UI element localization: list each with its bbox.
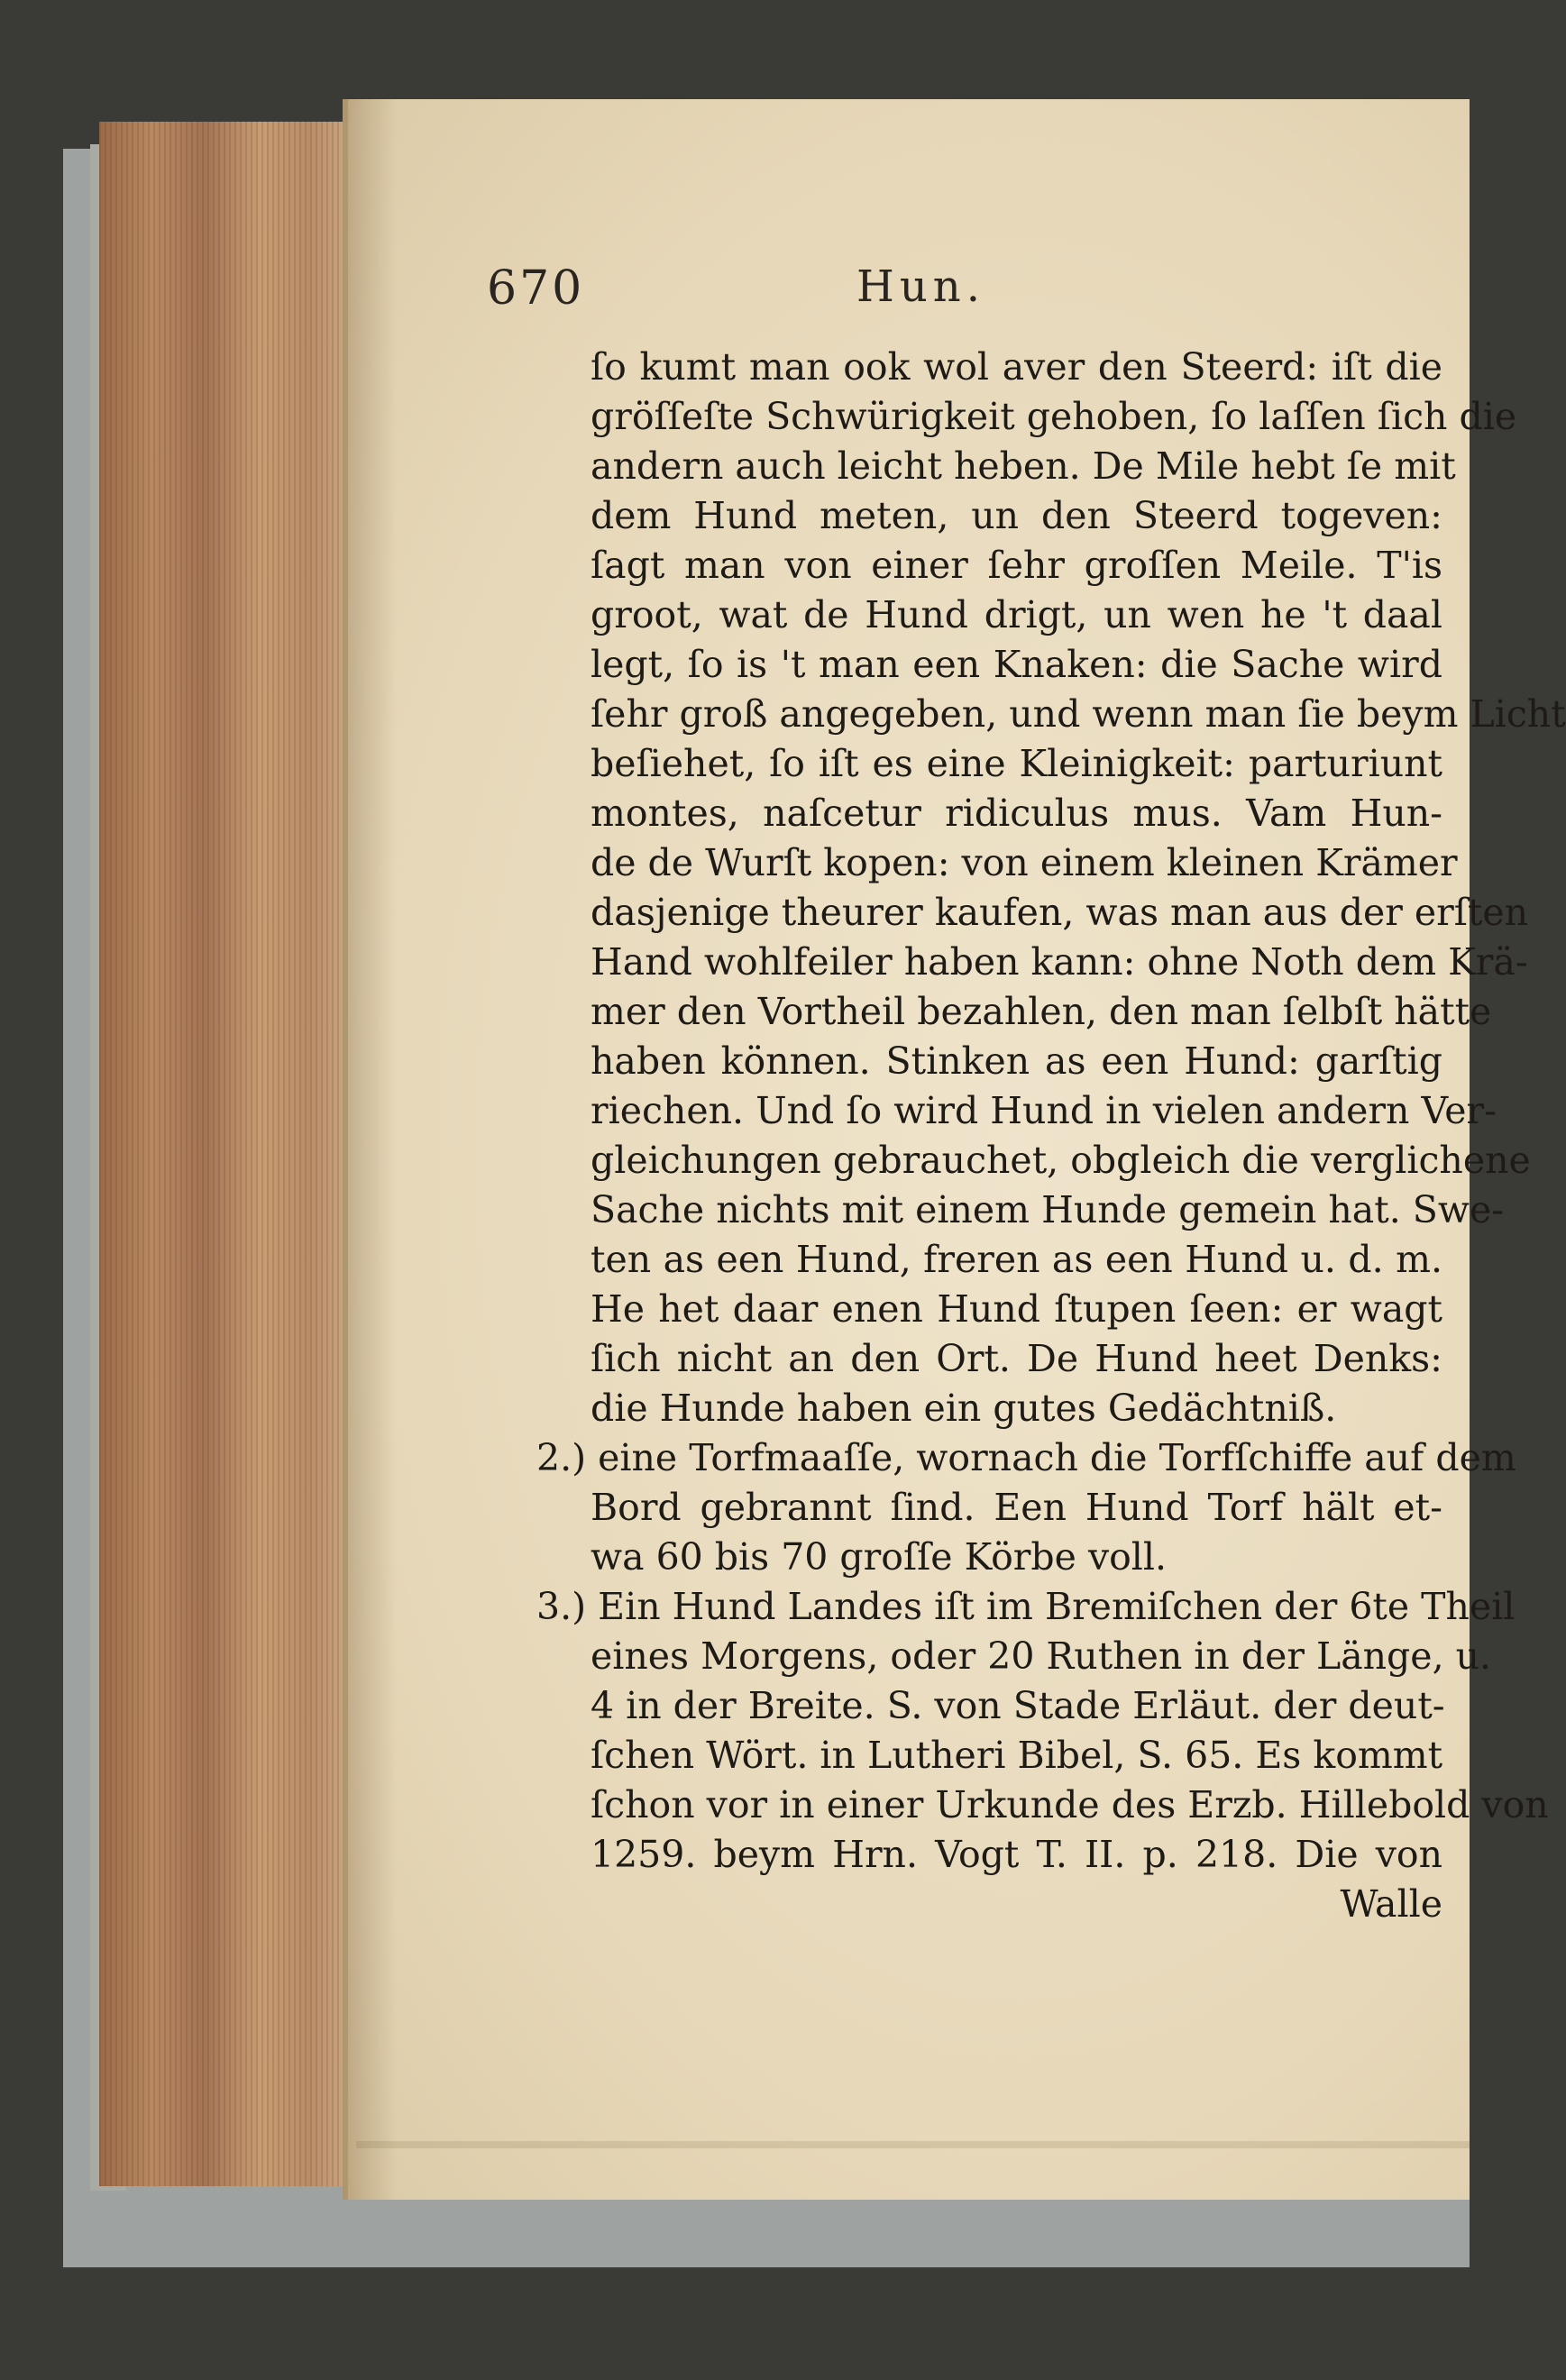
text-line: legt, ſo is 't man een Knaken: die Sache wird: [591, 643, 1442, 686]
text-line: eines Morgens, oder 20 Ruthen in der Länge, u.: [591, 1634, 1492, 1678]
text-line: riechen. Und ſo wird Hund in vielen andern Ver-: [591, 1089, 1497, 1132]
text-line: He het daar enen Hund ſtupen ſeen: er wagt: [591, 1287, 1442, 1331]
numbered-item-line: 3.) Ein Hund Landes iſt im Bremiſchen der 6te Theil: [536, 1585, 1516, 1628]
catchword: Walle: [1340, 1882, 1442, 1926]
text-line: beſiehet, ſo iſt es eine Kleinigkeit: parturiunt: [591, 742, 1442, 785]
page-header: [487, 243, 1442, 325]
text-line: dasjenige theurer kaufen, was man aus der erſten: [591, 891, 1529, 934]
page-number: 670: [487, 261, 585, 316]
body-text: [536, 343, 1566, 1929]
text-line: wa 60 bis 70 groſſe Körbe voll.: [591, 1535, 1168, 1579]
text-line: de de Wurſt kopen: von einem kleinen Krämer: [591, 841, 1458, 884]
text-line: haben können. Stinken as een Hund: garſtig: [591, 1039, 1442, 1083]
text-line: montes, naſcetur ridiculus mus. Vam Hun-: [591, 792, 1442, 835]
text-line: gröſſeſte Schwürigkeit gehoben, ſo laſſen ſich die: [591, 395, 1517, 438]
text-line: groot, wat de Hund drigt, un wen he 't daal: [591, 593, 1442, 636]
running-head: Hun.: [856, 261, 985, 312]
text-line: andern auch leicht heben. De Mile hebt ſe mit: [591, 444, 1456, 488]
text-line: Sache nichts mit einem Hunde gemein hat. Swe-: [591, 1188, 1505, 1231]
text-line: ſo kumt man ook wol aver den Steerd: iſt die: [591, 345, 1442, 389]
text-line: ſchen Wört. in Lutheri Bibel, S. 65. Es kommt: [591, 1734, 1443, 1777]
text-line: ſich nicht an den Ort. De Hund heet Denks:: [591, 1337, 1442, 1380]
page-shadow: [356, 2141, 1470, 2148]
text-line: die Hunde haben ein gutes Gedächtniß.: [591, 1387, 1337, 1430]
text-line: Hand wohlfeiler haben kann: ohne Noth dem Krä-: [591, 940, 1528, 984]
text-line: mer den Vortheil bezahlen, den man ſelbſt hätte: [591, 990, 1492, 1033]
text-line: ſagt man von einer ſehr groſſen Meile. T'is: [591, 544, 1442, 587]
text-line: ten as een Hund, freren as een Hund u. d. m.: [591, 1238, 1442, 1281]
text-line: dem Hund meten, un den Steerd togeven:: [591, 494, 1442, 537]
page-gutter: [343, 99, 397, 2200]
page-block-edge: [99, 122, 361, 2186]
text-line: 4 in der Breite. S. von Stade Erläut. der deut-: [591, 1684, 1445, 1727]
text-line: Bord gebrannt ſind. Een Hund Torf hält et-: [591, 1486, 1442, 1529]
text-line: 1259. beym Hrn. Vogt T. II. p. 218. Die von: [591, 1833, 1442, 1876]
numbered-item-line: 2.) eine Torfmaaſſe, wornach die Torfſchiffe auf dem: [536, 1436, 1516, 1479]
text-line: gleichungen gebrauchet, obgleich die verglichene: [591, 1139, 1531, 1182]
text-line: ſchon vor in einer Urkunde des Erzb. Hillebold von: [591, 1783, 1549, 1826]
text-line: ſehr groß angegeben, und wenn man ſie beym Licht: [591, 692, 1566, 736]
